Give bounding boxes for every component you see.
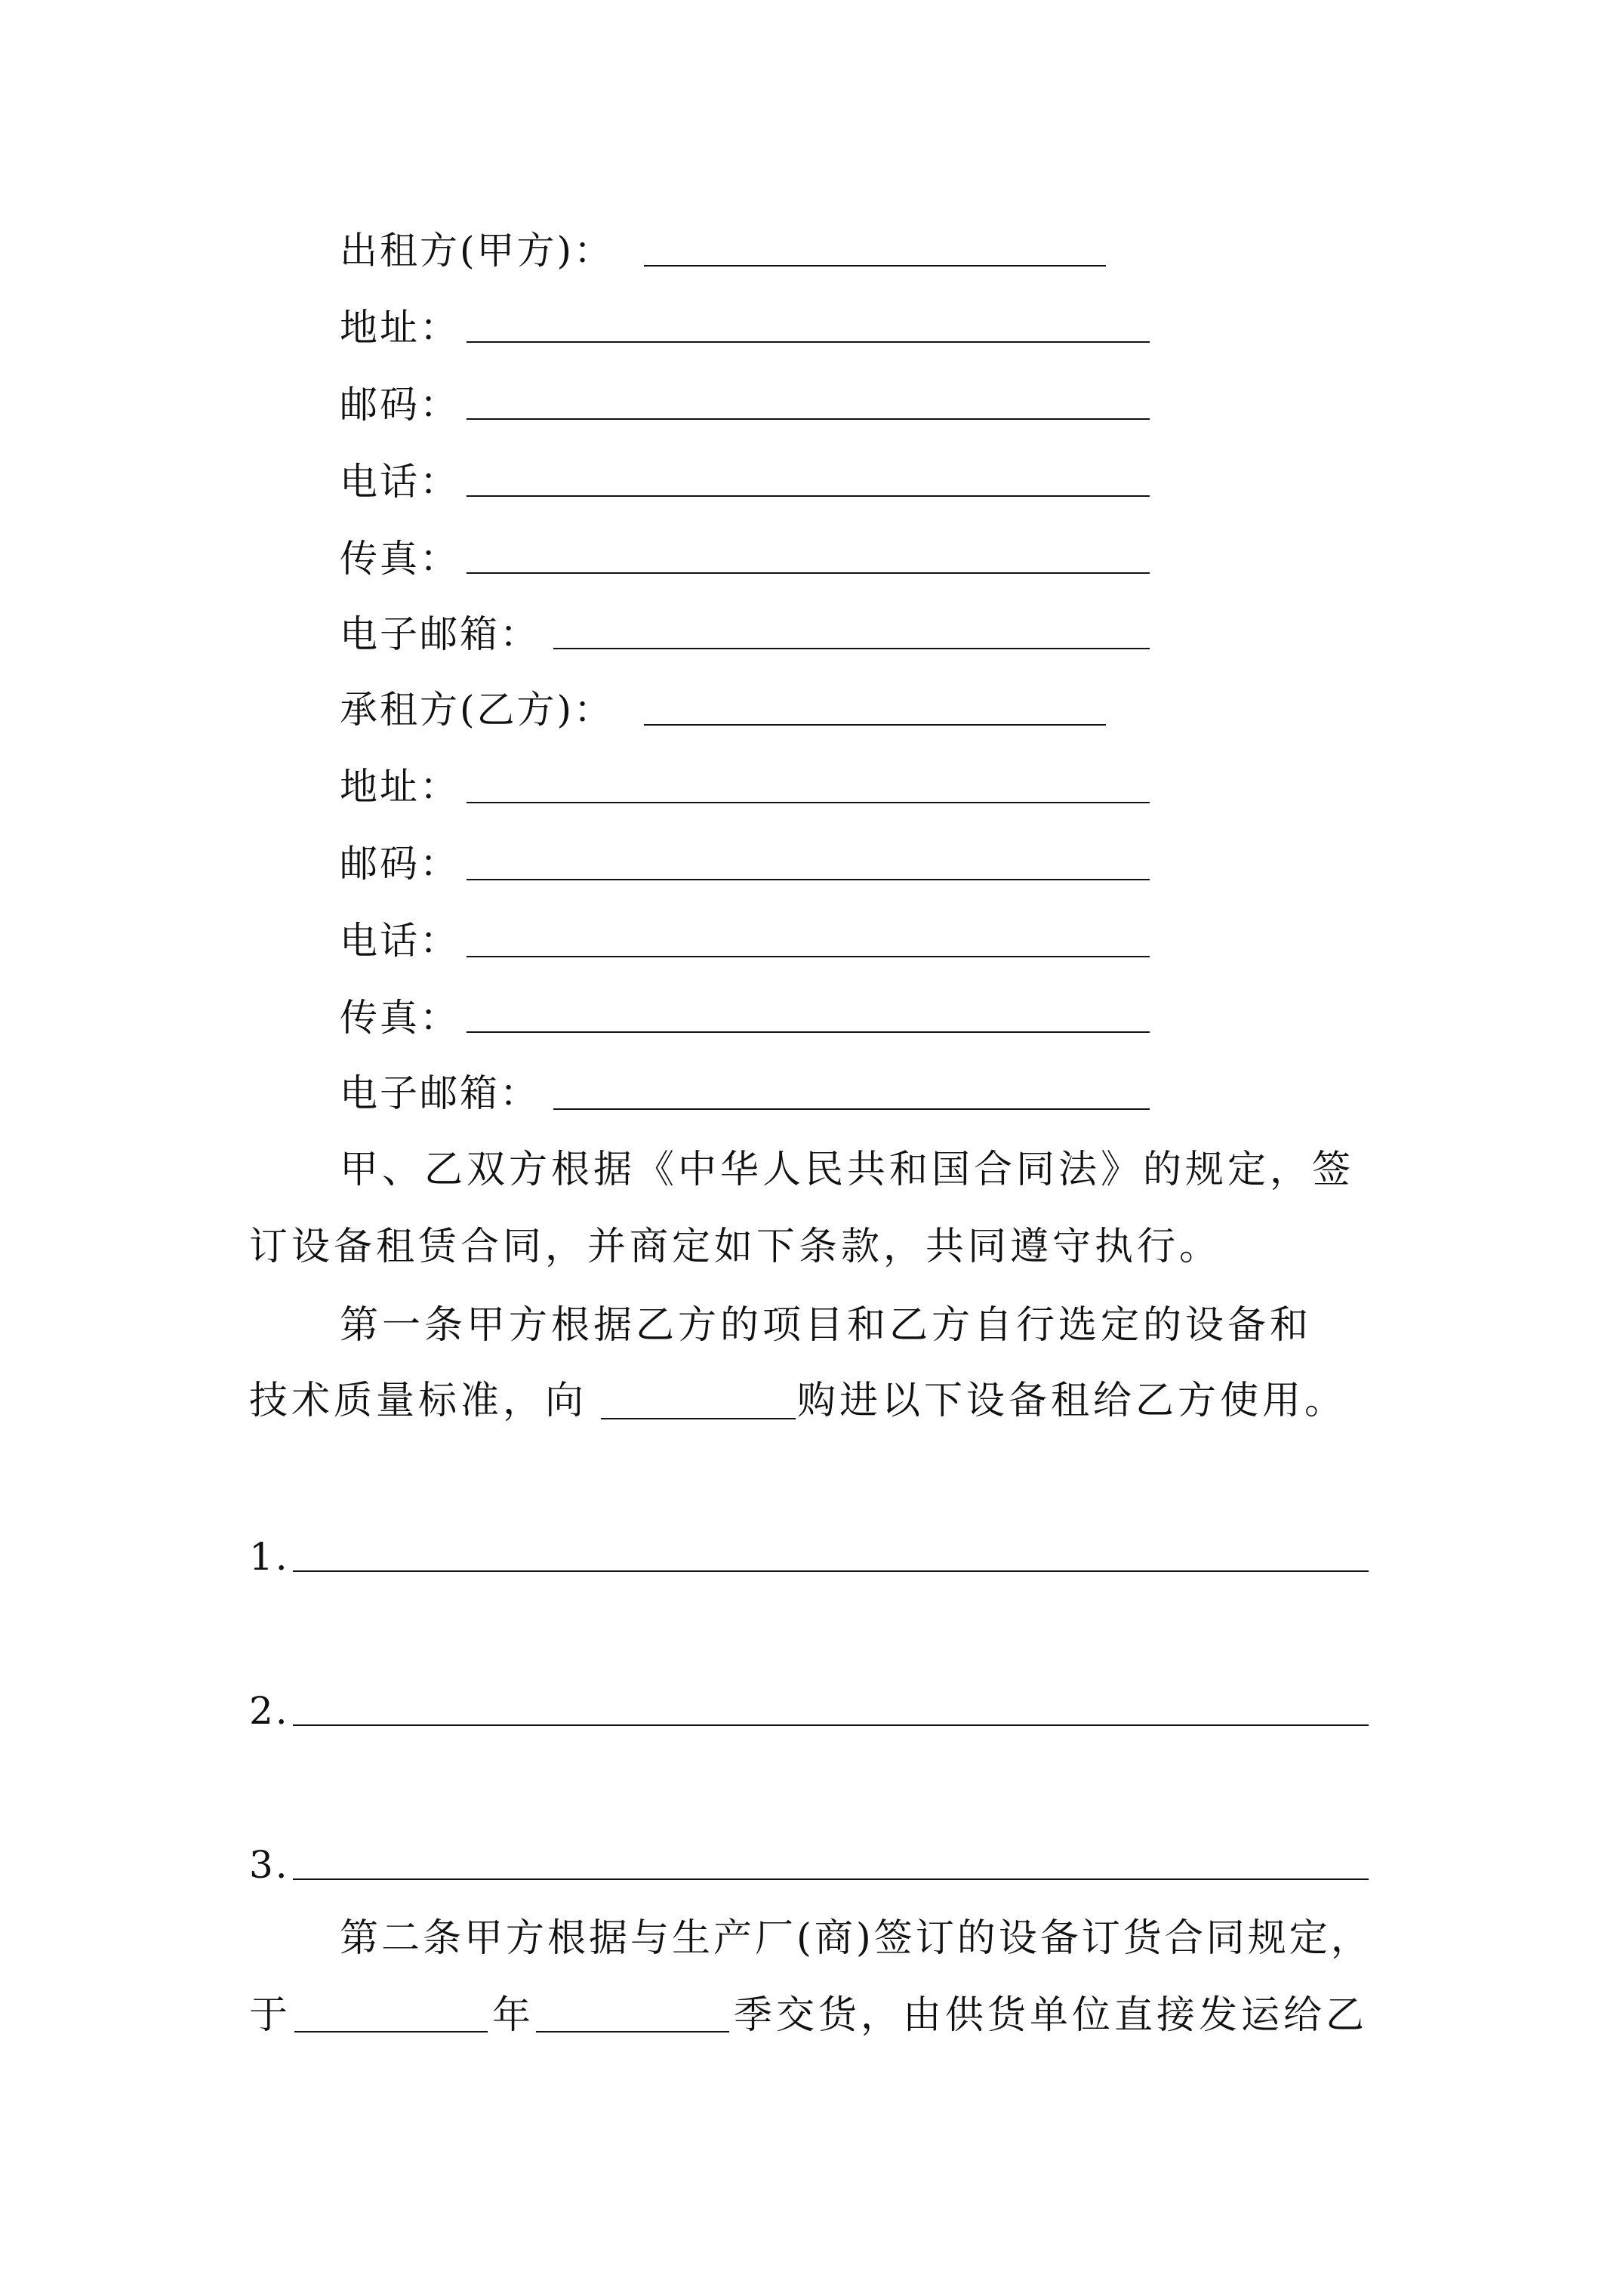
party-a-address-label: 地址： [340, 306, 460, 350]
party-a-name-field[interactable] [644, 265, 1106, 267]
delivery-year-field[interactable] [294, 2031, 488, 2032]
party-b-postcode-label: 邮码： [340, 842, 460, 886]
party-a-address-field[interactable] [467, 341, 1150, 343]
equipment-item-field-3[interactable] [293, 1878, 1369, 1880]
equipment-item-number-3: 3. [249, 1843, 290, 1887]
party-b-fax-label: 传真： [340, 996, 460, 1040]
article1-line-1: 第一条甲方根据乙方的项目和乙方自行选定的设备和 [340, 1303, 1313, 1348]
article2-line-2-part2: 年 [492, 1993, 535, 2038]
party-b-name-field[interactable] [644, 724, 1106, 726]
intro-line-1: 甲、乙双方根据《中华人民共和国合同法》的规定，签 [340, 1148, 1355, 1192]
equipment-item-field-2[interactable] [293, 1724, 1369, 1726]
article2-line-2-part3: 季交货，由供货单位直接发运给乙 [734, 1993, 1369, 2038]
party-b-email-field[interactable] [553, 1108, 1150, 1110]
party-b-phone-field[interactable] [467, 956, 1150, 957]
equipment-item-number-2: 2. [249, 1689, 290, 1733]
party-b-postcode-field[interactable] [467, 879, 1150, 880]
party-a-title: 出租方(甲方)： [340, 229, 614, 273]
article2-line-1: 第二条甲方根据与生产厂(商)签订的设备订货合同规定， [340, 1916, 1372, 1961]
party-b-phone-label: 电话： [340, 919, 460, 963]
party-b-fax-field[interactable] [467, 1031, 1150, 1033]
equipment-item-number-1: 1. [249, 1535, 290, 1579]
intro-line-2: 订设备租赁合同，并商定如下条款，共同遵守执行。 [249, 1225, 1222, 1269]
party-a-email-label: 电子邮箱： [340, 612, 540, 656]
party-a-fax-label: 传真： [340, 537, 460, 581]
party-b-title: 承租方(乙方)： [340, 688, 614, 732]
delivery-quarter-field[interactable] [536, 2031, 729, 2032]
party-b-address-field[interactable] [467, 802, 1150, 803]
party-b-email-label: 电子邮箱： [340, 1071, 540, 1115]
article1-line-2-start: 技术质量标准，向 [249, 1379, 588, 1423]
party-a-postcode-label: 邮码： [340, 383, 460, 427]
party-a-phone-field[interactable] [467, 495, 1150, 497]
article2-line-2-part1: 于 [249, 1993, 292, 2038]
equipment-item-field-1[interactable] [293, 1570, 1369, 1572]
party-a-postcode-field[interactable] [467, 418, 1150, 420]
article1-line-2-end: 购进以下设备租给乙方使用。 [797, 1379, 1347, 1423]
party-a-phone-label: 电话： [340, 460, 460, 504]
party-a-email-field[interactable] [553, 648, 1150, 649]
party-b-address-label: 地址： [340, 765, 460, 809]
party-a-fax-field[interactable] [467, 572, 1150, 574]
supplier-field[interactable] [601, 1418, 796, 1419]
